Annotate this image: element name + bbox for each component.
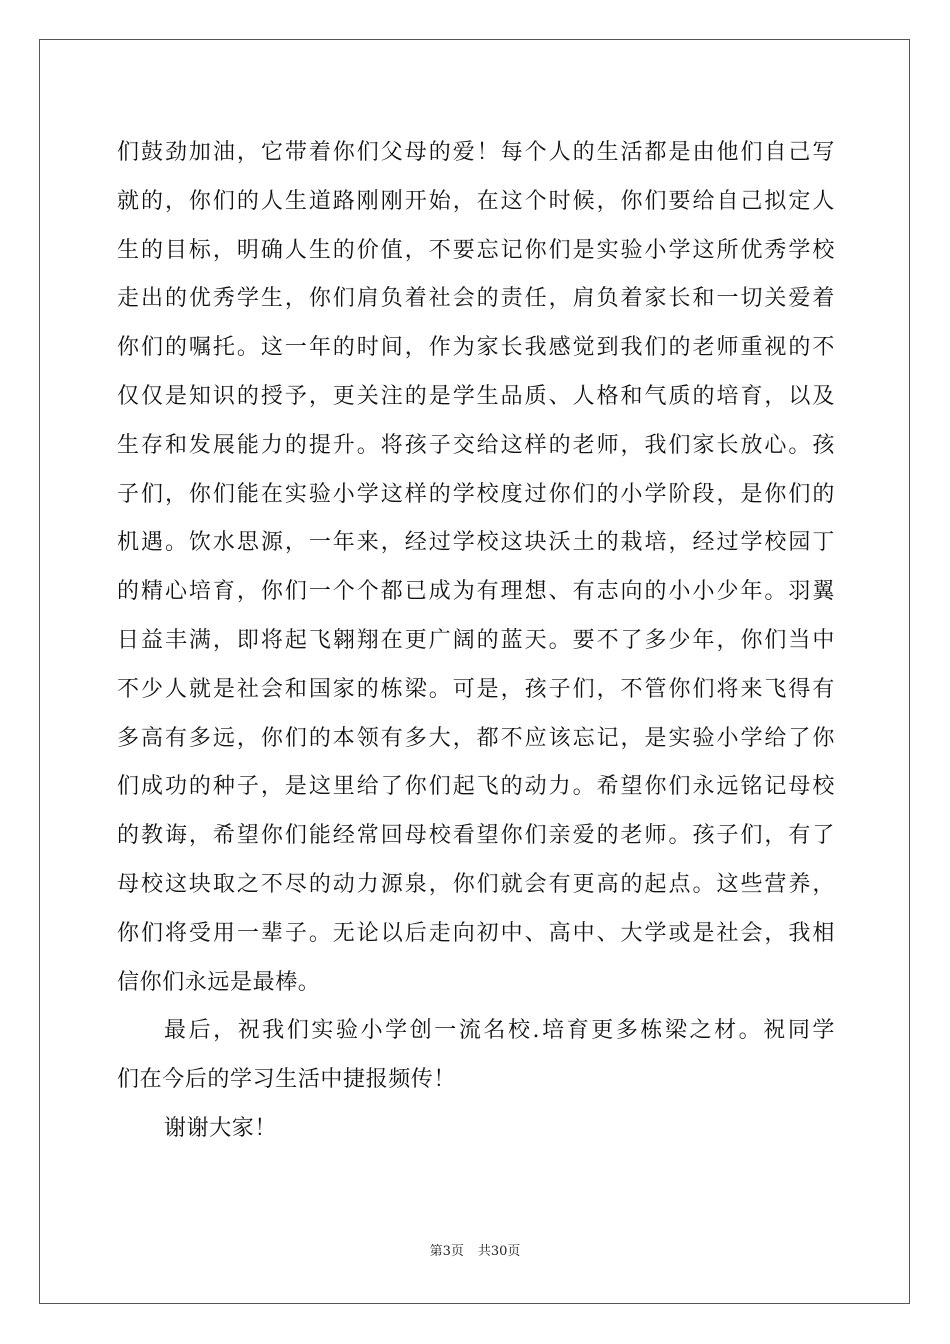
page-footer <box>0 1240 950 1259</box>
text-line: 谢谢大家！ <box>164 1115 278 1141</box>
text-line: 母校这块取之不尽的动力源泉，你们就会有更高的起点。这些营养， <box>117 871 835 897</box>
text-line: 的教诲，希望你们能经常回母校看望你们亲爱的老师。孩子们，有了 <box>117 823 835 849</box>
text-line: 最后，祝我们实验小学创一流名校.培育更多栋梁之材。祝同学 <box>164 1018 835 1044</box>
text-line: 生存和发展能力的提升。将孩子交给这样的老师，我们家长放心。孩 <box>117 432 835 458</box>
text-line: 多高有多远，你们的本领有多大，都不应该忘记，是实验小学给了你 <box>117 725 835 751</box>
text-line: 仅仅是知识的授予，更关注的是学生品质、人格和气质的培育，以及 <box>117 383 835 409</box>
text-line: 就的，你们的人生道路刚刚开始，在这个时候，你们要给自己拟定人 <box>117 188 835 214</box>
text-line: 们在今后的学习生活中捷报频传！ <box>117 1067 457 1093</box>
text-line: 走出的优秀学生，你们肩负着社会的责任，肩负着家长和一切关爱着 <box>117 286 835 312</box>
text-line: 信你们永远是最棒。 <box>117 969 321 995</box>
text-line: 的精心培育，你们一个个都已成为有理想、有志向的小小少年。羽翼 <box>117 579 835 605</box>
text-line: 你们的嘱托。这一年的时间，作为家长我感觉到我们的老师重视的不 <box>117 335 835 361</box>
text-line: 子们，你们能在实验小学这样的学校度过你们的小学阶段，是你们的 <box>117 481 835 507</box>
text-line: 你们将受用一辈子。无论以后走向初中、高中、大学或是社会，我相 <box>117 920 835 946</box>
page-total: 共30页 <box>477 1244 521 1259</box>
text-line: 们鼓劲加油，它带着你们父母的爱！每个人的生活都是由他们自己写 <box>117 140 835 165</box>
document-body <box>117 129 835 1154</box>
text-line: 机遇。饮水思源，一年来，经过学校这块沃土的栽培，经过学校园丁 <box>117 530 835 556</box>
text-line: 日益丰满，即将起飞翱翔在更广阔的蓝天。要不了多少年，你们当中 <box>117 627 835 653</box>
page-number: 第3页 <box>429 1244 464 1259</box>
text-line: 生的目标，明确人生的价值，不要忘记你们是实验小学这所优秀学校 <box>117 237 835 263</box>
text-line: 不少人就是社会和国家的栋梁。可是，孩子们，不管你们将来飞得有 <box>117 676 835 702</box>
text-line: 们成功的种子，是这里给了你们起飞的动力。希望你们永远铭记母校 <box>117 774 835 800</box>
